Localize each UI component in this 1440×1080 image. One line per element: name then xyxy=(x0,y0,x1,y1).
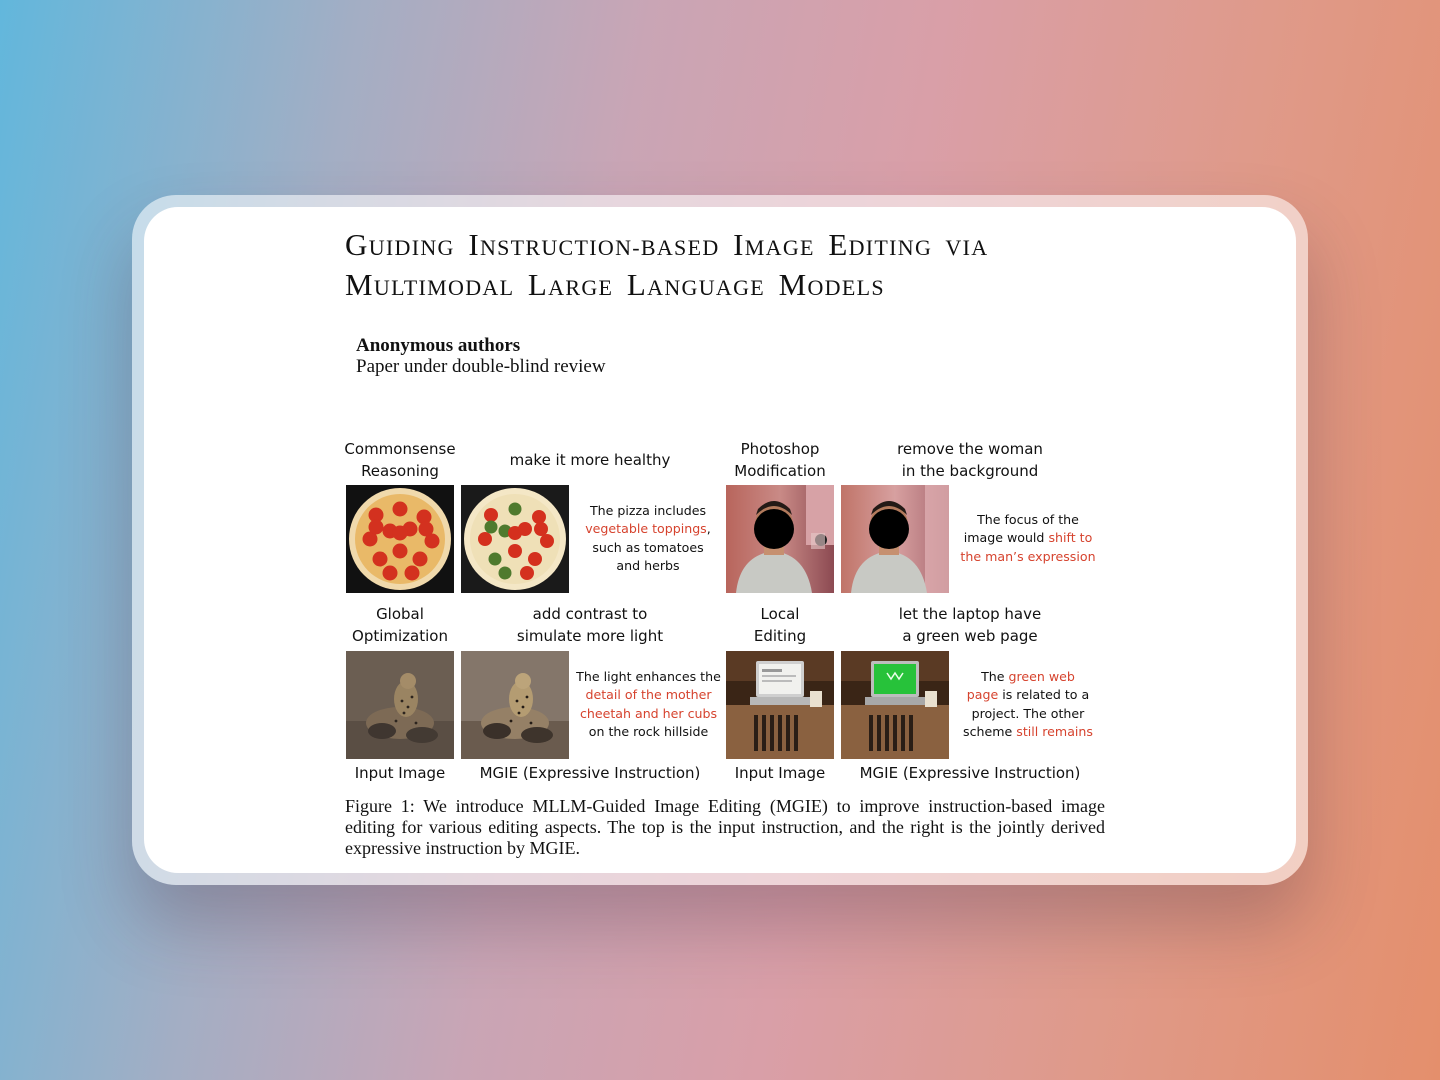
expressive-line: the man’s expression xyxy=(960,548,1096,564)
expressive-line: project. The other xyxy=(971,705,1085,721)
input-image-label: Input Image xyxy=(734,764,826,782)
expressive-line: cheetah and her cubs xyxy=(579,705,718,721)
title-word: IMAGE xyxy=(733,227,815,262)
title-line-1 xyxy=(345,226,1125,266)
input-image-label: Input Image xyxy=(354,764,446,782)
expressive-instruction xyxy=(958,511,1098,566)
laptop-input-image xyxy=(726,651,834,759)
cheetah-output-image xyxy=(461,651,569,759)
laptop-output-image xyxy=(841,651,949,759)
expressive-line: image would shift to xyxy=(963,530,1093,546)
figure-caption: Figure 1: We introduce MLLM-Guided Image Editing (MGIE) to improve instruction-based image editing for various editing aspects. The top is the input instruction, and the right is the jointly derived expressive instruction by MGIE. xyxy=(345,796,1105,858)
title-word: INSTRUCTION-BASED xyxy=(468,227,720,262)
expressive-line: such as tomatoes xyxy=(592,539,704,555)
aspect-label: Commonsense Reasoning xyxy=(344,440,456,480)
title-word: VIA xyxy=(945,235,989,260)
instruction-label: let the laptop have a green web page xyxy=(898,605,1042,645)
expressive-line: on the rock hillside xyxy=(588,724,709,740)
man-output-image xyxy=(841,485,949,593)
mgie-label: MGIE (Expressive Instruction) xyxy=(859,764,1081,782)
mgie-label: MGIE (Expressive Instruction) xyxy=(479,764,701,782)
expressive-line: detail of the mother xyxy=(585,687,712,703)
title-word: GUIDING xyxy=(345,227,455,262)
expressive-line: The pizza includes xyxy=(589,503,707,518)
cheetah-input-image xyxy=(346,651,454,759)
authors: Anonymous authors xyxy=(356,335,521,356)
review-note: Paper under double-blind review xyxy=(356,356,606,377)
title-word: EDITING xyxy=(828,227,933,262)
aspect-label: Photoshop Modification xyxy=(734,440,826,480)
expressive-line: The focus of the xyxy=(977,512,1079,527)
man-input-image xyxy=(726,485,834,593)
expressive-line: vegetable toppings, xyxy=(585,521,711,537)
paper-title xyxy=(345,226,1125,306)
pizza-output-image xyxy=(461,485,569,593)
expressive-line: The green web xyxy=(981,669,1075,684)
aspect-label: Local Editing xyxy=(753,605,807,645)
title-word: LARGE xyxy=(527,267,614,302)
aspect-label: Global Optimization xyxy=(352,605,448,645)
expressive-instruction xyxy=(582,502,714,576)
expressive-line: The light enhances the xyxy=(576,669,721,684)
title-line-2 xyxy=(345,266,1125,306)
expressive-instruction xyxy=(958,668,1098,742)
expressive-line: page is related to a xyxy=(966,687,1090,703)
instruction-label: make it more healthy xyxy=(509,451,671,469)
title-word: MULTIMODAL xyxy=(345,267,515,302)
title-word: LANGUAGE xyxy=(626,267,765,302)
pizza-input-image xyxy=(346,485,454,593)
title-word: MODELS xyxy=(778,267,885,302)
expressive-line: and herbs xyxy=(616,558,680,574)
expressive-line: scheme still remains xyxy=(963,724,1093,740)
instruction-label: remove the woman in the background xyxy=(897,440,1043,480)
expressive-instruction xyxy=(576,668,721,742)
instruction-label: add contrast to simulate more light xyxy=(516,605,664,645)
